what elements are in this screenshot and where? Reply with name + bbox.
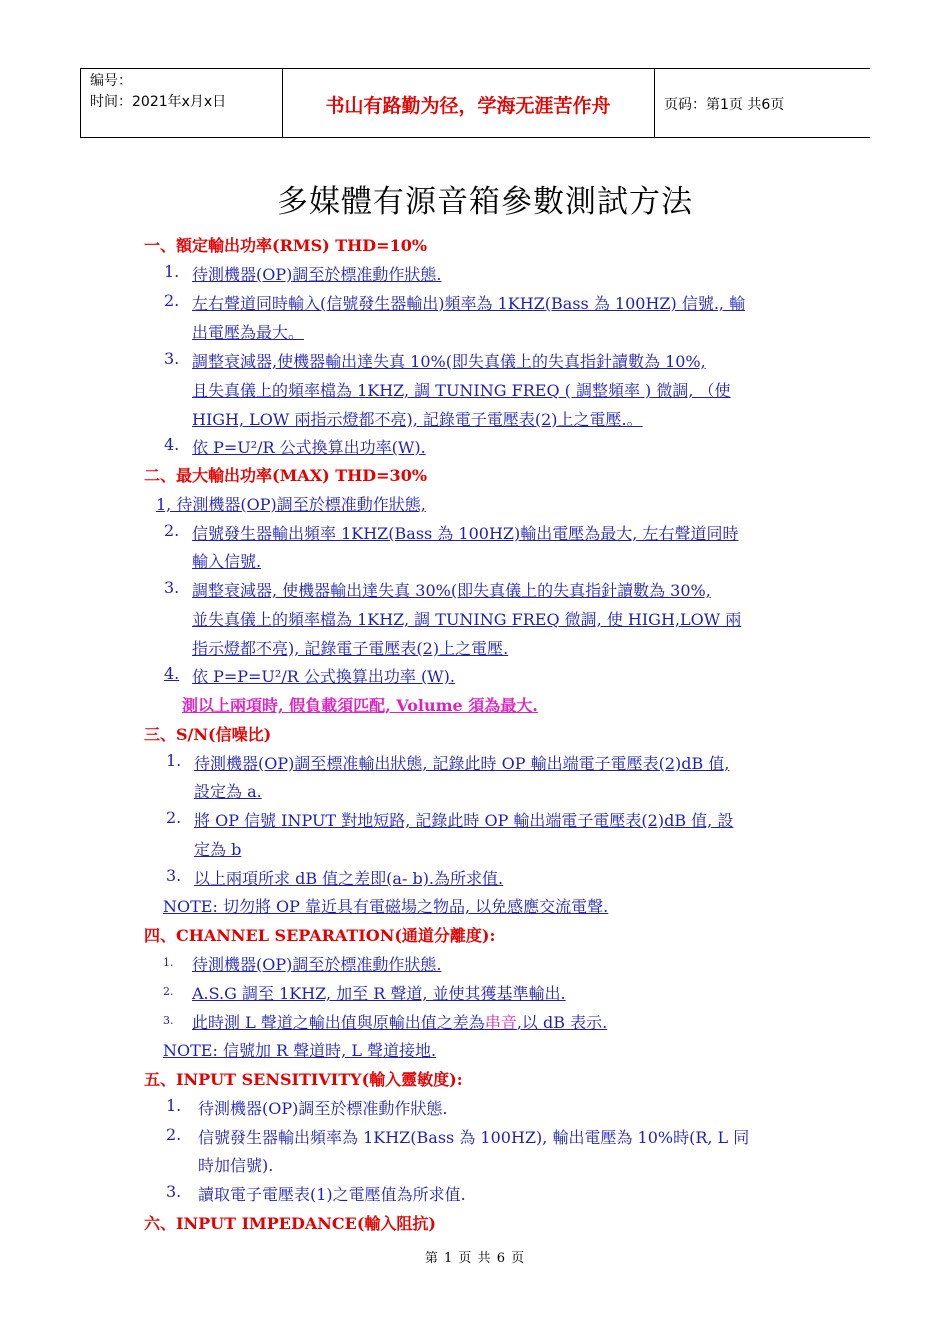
s3-item-1-line-1: 待測機器(OP)調至標准輸出狀態, 記錄此時 OP 輸出端電子電壓表(2)dB 值, (194, 754, 730, 773)
item-number: 1. (166, 751, 182, 770)
s4-item-2: A.S.G 調至 1KHZ, 加至 R 聲道, 並使其獲基準輸出. (192, 984, 566, 1003)
s2-item-3-line-3: 指示燈都不亮), 記錄電子電壓表(2)上之電壓. (192, 639, 509, 658)
item-number: 2. (164, 291, 180, 310)
s1-item-3-line-3: HIGH, LOW 兩指示燈都不亮), 記錄電子電壓表(2)上之電壓.。 (192, 410, 643, 429)
s5-item-2-line-1: 信號發生器輸出頻率為 1KHZ(Bass 為 100HZ), 輸出電壓為 10%時(R, L 同 (198, 1128, 750, 1147)
section-3-heading: 三、S/N(信噪比) (144, 725, 272, 744)
item-number: 4. (164, 435, 180, 454)
section-6-heading: 六、INPUT IMPEDANCE(輸入阻抗) (144, 1214, 436, 1233)
s2-item-3-line-2: 並失真儀上的頻率檔為 1KHZ, 調 TUNING FREQ 微調, 使 HIGH,LOW 兩 (192, 610, 742, 629)
s3-item-2-line-1: 將 OP 信號 INPUT 對地短路, 記錄此時 OP 輸出端電子電壓表(2)dB 值, 設 (194, 811, 734, 830)
s4-item-3 (192, 1010, 607, 1033)
s1-item-3-line-2: 且失真儀上的頻率檔為 1KHZ, 調 TUNING FREQ ( 調整頻率 ) 微調, （使 (192, 381, 731, 400)
header-meta (90, 71, 226, 113)
header-divider-2 (654, 69, 655, 137)
item-number: 2. (163, 985, 174, 998)
s4-note: NOTE: 信號加 R 聲道時, L 聲道接地. (163, 1041, 437, 1060)
item-number: 3. (166, 866, 182, 885)
s4-item-3-text: 此時測 L 聲道之輸出值與原輸出值之差為 (192, 1013, 485, 1032)
s2-item-2-line-2: 輸入信號. (192, 552, 262, 571)
s4-item-1: 待測機器(OP)調至於標准動作狀態. (192, 955, 442, 974)
item-number: 4. (164, 664, 180, 683)
s3-item-3: 以上兩項所求 dB 值之差即(a- b).為所求值. (194, 869, 504, 888)
item-number: 2. (164, 521, 180, 540)
s3-note: NOTE: 切勿將 OP 靠近具有電磁場之物品, 以免感應交流電聲. (163, 897, 609, 916)
section-5-heading: 五、INPUT SENSITIVITY(輸入靈敏度): (144, 1070, 463, 1089)
header-motto: 书山有路勤为径，学海无涯苦作舟 (325, 95, 611, 117)
item-number: 1. (163, 956, 174, 969)
item-number: 2. (166, 1125, 182, 1144)
page-indicator: 页码：第1页 共6页 (664, 97, 785, 113)
header-table (80, 68, 870, 138)
s4-item-3-suffix: ,以 dB 表示. (516, 1013, 608, 1032)
s2-item-3-line-1: 調整衰減器, 使機器輸出達失真 30%(即失真儀上的失真指針讀數為 30%, (192, 581, 711, 600)
document-title: 多媒體有源音箱參數測試方法 (277, 184, 693, 220)
s1-item-2-line-2: 出電壓為最大。 (192, 323, 305, 342)
s1-item-4: 依 P=U²/R 公式換算出功率(W). (192, 438, 426, 457)
item-number: 1. (166, 1096, 182, 1115)
date-label: 时间：2021年x月x日 (90, 94, 227, 110)
item-number: 1. (164, 262, 180, 281)
s1-item-1: 待測機器(OP)調至於標准動作狀態. (192, 265, 442, 284)
item-number: 3. (164, 349, 180, 368)
s2-note: 測以上兩項時, 假負載須匹配, Volume 須為最大. (182, 696, 538, 715)
s3-item-1-line-2: 設定為 a. (194, 782, 262, 801)
s1-item-2-line-1: 左右聲道同時輸入(信號發生器輸出)頻率為 1KHZ(Bass 為 100HZ) 信號., 輸 (192, 294, 746, 313)
section-1-heading: 一、額定輸出功率(RMS) THD=10% (144, 236, 428, 255)
s3-item-2-line-2: 定為 b (194, 840, 242, 859)
s2-item-2-line-1: 信號發生器輸出頻率 1KHZ(Bass 為 100HZ)輸出電壓為最大, 左右聲道同時 (192, 524, 739, 543)
header-left-border (80, 69, 81, 137)
s5-item-1: 待測機器(OP)調至於標准動作狀態. (198, 1099, 448, 1118)
item-number: 3. (166, 1182, 182, 1201)
item-number: 3. (164, 578, 180, 597)
section-4-heading: 四、CHANNEL SEPARATION(通道分離度): (144, 926, 496, 945)
s2-item-4: 依 P=P=U²/R 公式換算出功率 (W). (192, 667, 455, 686)
page-footer: 第 1 页 共 6 页 (424, 1251, 526, 1266)
s5-item-2-line-2: 時加信號). (198, 1156, 274, 1175)
s1-item-3-line-1: 調整衰減器,使機器輸出達失真 10%(即失真儀上的失真指針讀數為 10%, (192, 352, 706, 371)
number-label: 编号： (90, 73, 132, 89)
section-2-heading: 二、最大輸出功率(MAX) THD=30% (144, 466, 428, 485)
s2-item-1: 1, 待測機器(OP)調至於標准動作狀態, (156, 495, 426, 514)
s5-item-3: 讀取電子電壓表(1)之電壓值為所求值. (198, 1185, 466, 1204)
crosstalk-highlight: 串音 (484, 1013, 517, 1032)
item-number: 3. (163, 1014, 174, 1027)
item-number: 2. (166, 808, 182, 827)
